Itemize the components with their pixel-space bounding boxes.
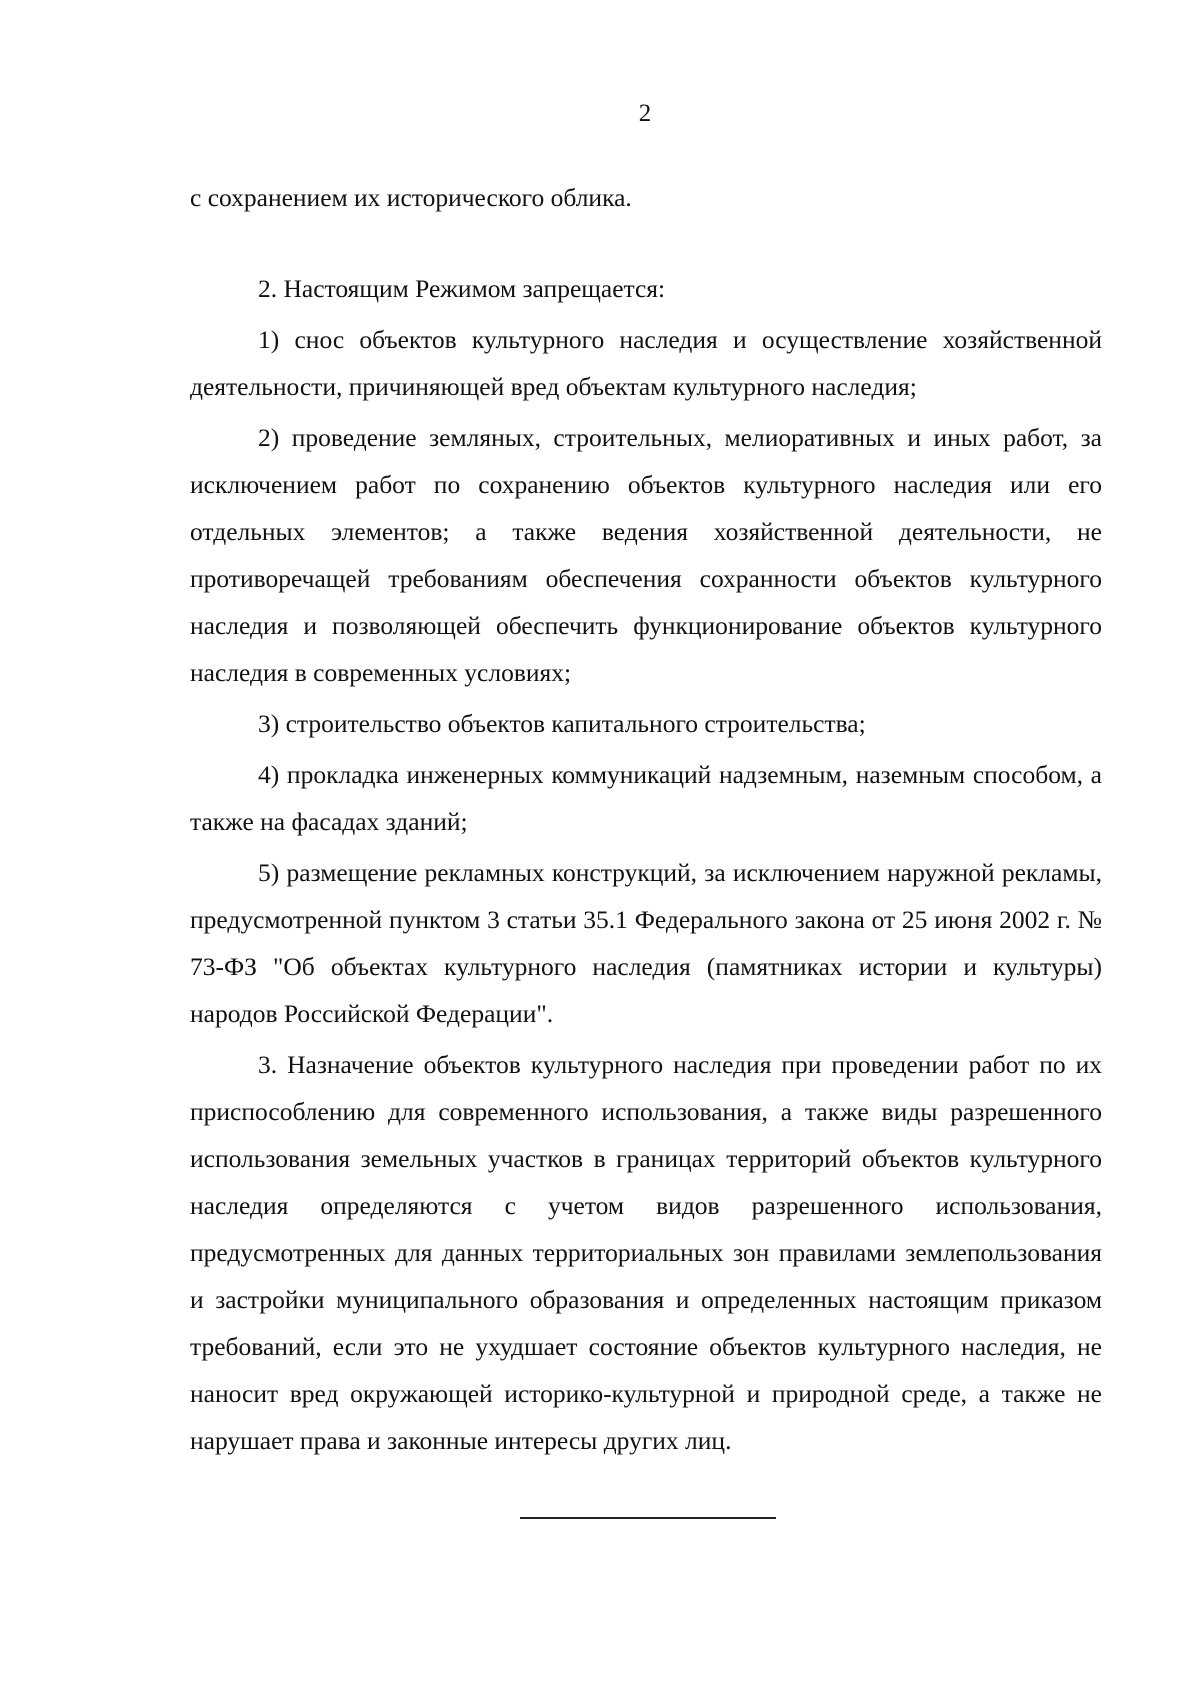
item-1-paragraph: 1) снос объектов культурного наследия и осуществление хозяйственной деятельности, причиняющей вред объектам культурного наследия; [190,325,1102,401]
section-2-heading: 2. Настоящим Режимом запрещается: [258,274,666,303]
item-4-paragraph: 4) прокладка инженерных коммуникаций надземным, наземным способом, а также на фасадах зданий; [190,760,1102,836]
item-2-paragraph: 2) проведение земляных, строительных, мелиоративных и иных работ, за исключением работ по сохранению объектов культурного наследия или его отдельных элементов; а также ведения хозяйственной деятельности, не противоречащей требованиям обеспечения сохранности объектов культурного наследия и позволяющей обеспечить функционирование объектов культурного наследия в современных условиях; [190,423,1102,687]
page-number: 2 [638,100,652,127]
section-3-paragraph: 3. Назначение объектов культурного наследия при проведении работ по их приспособлению для современного использования, а также виды разрешенного использования земельных участков в границах территорий объектов культурного наследия определяются с учетом видов разрешенного использования, предусмотренных для данных территориальных зон правилами землепользования и застройки муниципального образования и определенных настоящим приказом требований, если это не ухудшает состояние объектов культурного наследия, не наносит вред окружающей историко-культурной и природной среде, а также не нарушает права и законные интересы других лиц. [190,1050,1102,1455]
end-of-document-rule [520,1517,776,1519]
item-5-paragraph: 5) размещение рекламных конструкций, за исключением наружной рекламы, предусмотренной пунктом 3 статьи 35.1 Федерального закона от 25 июня 2002 г. № 73-ФЗ "Об объектах культурного наследия (памятниках истории и культуры) народов Российской Федерации". [190,858,1102,1028]
item-3-paragraph: 3) строительство объектов капитального строительства; [258,709,866,738]
continuation-line: с сохранением их исторического облика. [190,183,632,212]
document-body [190,265,1102,1468]
continuation-block [190,174,1102,225]
